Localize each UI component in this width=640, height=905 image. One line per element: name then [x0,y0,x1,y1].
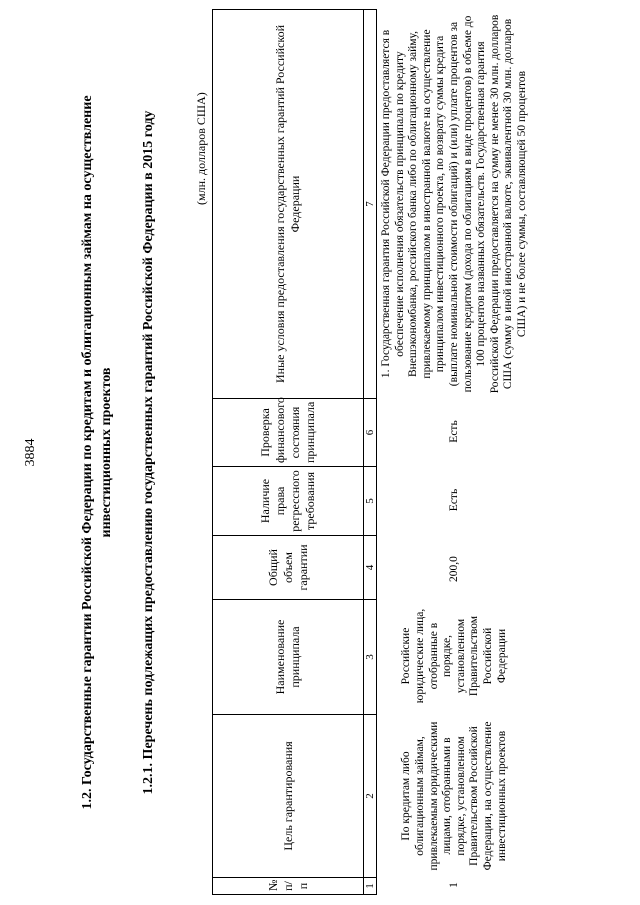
table-row [377,10,531,895]
row-other-conditions: 1. Государственная гарантия Российской Федерации предоставляется в обеспечение исполнения обязательств принципала по кредиту Внешэкономбанка, российского банка либо по облигационному займу, привлекаемому принципалом в иностранной валюте на осуществление принципалом инвестиционного проекта, по возврату суммы кредита (выплате номинальной стоимости облигаций) и (или) уплате процентов за пользование кредитом (дохода по облигациям в виде процентов) в объеме до 100 процентов названных обязательств. Государственная гарантия Российской Федерации предоставляется на сумму не менее 30 млн. долларов США (сумму в иной иностранной валюте, эквивалентной 30 млн. долларов США) и не более суммы, составляющей 50 процентов [380,14,528,394]
row-amount: 200,0 [447,556,460,582]
header-financial-check: Проверка финансового состояния принципала [213,399,364,467]
column-number: 5 [364,467,377,536]
column-number: 6 [364,399,377,467]
guarantees-table [212,9,531,895]
column-number-row [364,10,377,895]
column-number: 1 [364,878,377,895]
unit-note: (млн. долларов США) [194,92,208,205]
column-number: 7 [364,10,377,399]
table-header-row [213,10,364,895]
header-regress: Наличие права регрессного требования [213,467,364,536]
column-number: 2 [364,715,377,878]
header-purpose: Цель гарантирования [213,715,364,878]
subsection-heading: 1.2.1. Перечень подлежащих предоставлению государственных гарантий Российской Федерации в 2015 году [141,110,156,795]
header-other-conditions: Иные условия предоставления государственных гарантий Российской Федерации [213,10,364,399]
row-financial-check: Есть [447,420,460,443]
row-purpose: По кредитам либо облигационным займам, привлекаемым юридическими лицами, отобранными в порядке, установленном Правительством Российской Федерации, на осуществление инвестиционных проектов [400,721,508,871]
page-number: 3884 [23,438,38,467]
header-amount: Общий объем гарантии [213,536,364,600]
column-number: 4 [364,536,377,600]
header-principal: Наименование принципала [213,600,364,715]
row-number: 1 [447,882,460,888]
row-principal: Российские юридические лица, отобранные в порядке, установленном Правительством Российской Федерации [400,608,508,704]
header-number: № п/п [213,878,364,895]
row-regress: Есть [447,488,460,512]
column-number: 3 [364,600,377,715]
section-heading: 1.2. Государственные гарантии Российской Федерации по кредитам и облигационным займам на осуществление инвестиционных проектов [80,95,114,810]
